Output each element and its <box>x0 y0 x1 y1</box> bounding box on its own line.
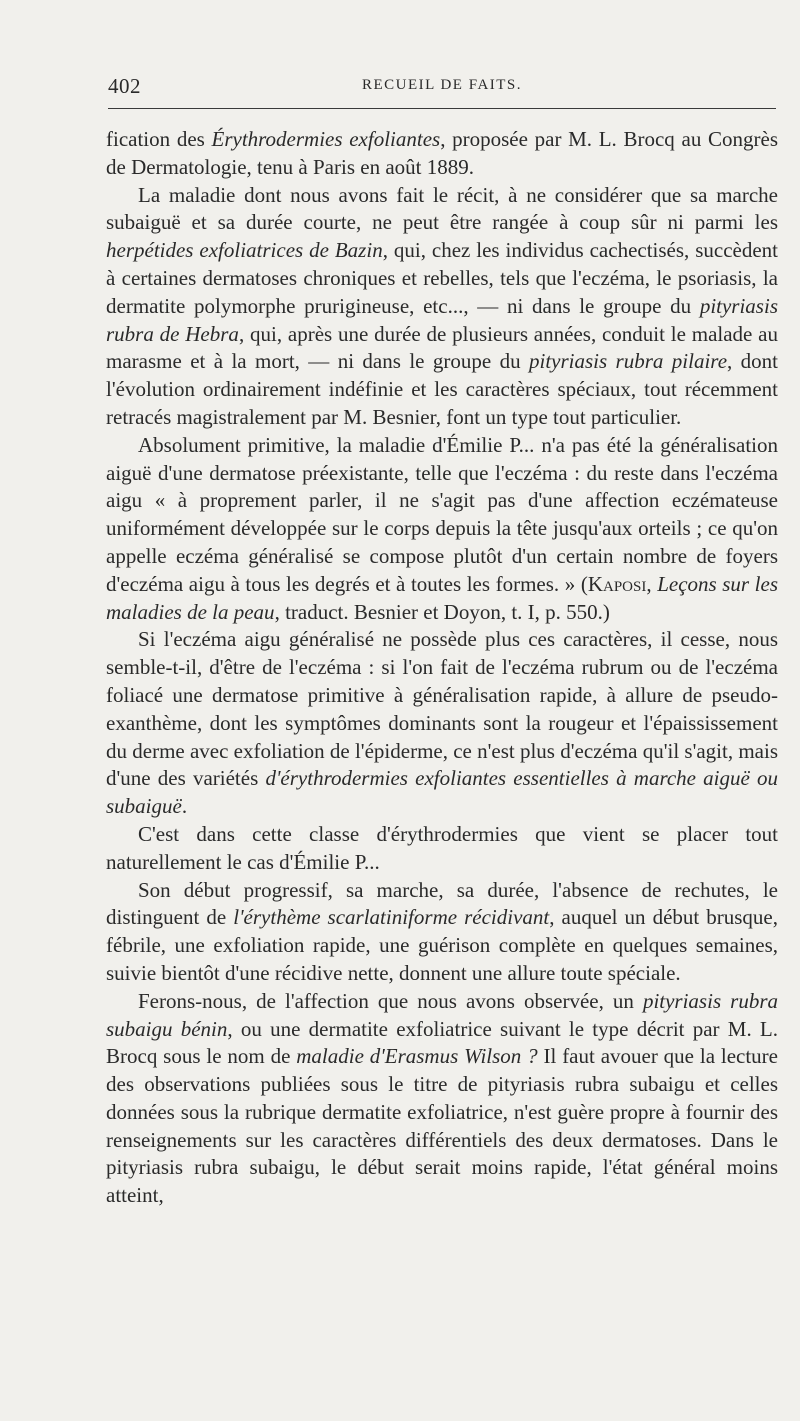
paragraph <box>106 626 778 821</box>
running-title: RECUEIL DE FAITS. <box>361 77 523 93</box>
italic-span: l'érythème scarlatiniforme récidivant <box>233 905 550 930</box>
text-span: , dont l'évolution ordinairement indéfinie et les caractères spéciaux, tout récemment retracés magistralement par M. Besnier, font un type tout particulier. <box>106 349 778 429</box>
text-span: , <box>646 571 658 596</box>
text-span: . <box>181 794 188 819</box>
italic-span: herpétides exfoliatrices de Bazin <box>106 238 383 263</box>
page-number: 402 <box>108 74 141 98</box>
italic-span: maladie d'Erasmus Wilson ? <box>296 1044 538 1069</box>
paragraph <box>106 988 778 1210</box>
text-span: Ferons-nous, de l'affection que nous avons observée, un <box>138 988 643 1013</box>
text-span: , ou une dermatite exfoliatrice suivant le type décrit par M. L. Brocq sous le nom de <box>106 1016 779 1069</box>
italic-span: pityriasis rubra subaigu bénin <box>106 988 778 1041</box>
text-span: Il faut avouer que la lecture des observations publiées sous le titre de pityriasis rubra subaigu et celles données sous la rubrique dermatite exfoliatrice, n'est guère propre à fournir des renseignements sur les caractères différentiels des deux dermatoses. Dans le pityriasis rubra subaigu, le début serait moins rapide, l'état général moins atteint, <box>106 1044 778 1208</box>
paragraph <box>106 877 778 988</box>
text-span: , proposée par M. L. Brocq au Congrès de Dermatologie, tenu à Paris en août 1889. <box>106 127 778 179</box>
text-span: , qui, chez les individus cachectisés, succèdent à certaines dermatoses chroniques et rebelles, tels que l'eczéma, le psoriasis, la dermatite polymorphe prurigineuse, etc..., — ni dans le groupe du <box>106 238 779 318</box>
text-span: Absolument primitive, la maladie d'Émilie P... n'a pas été la généralisation aiguë d'une dermatose préexistante, telle que l'eczéma : du reste dans l'eczéma aigu « à proprement parler, il ne s'agit pas d'une affection eczémateuse uniformément développée sur le corps depuis la tête jusqu'aux orteils ; ce qu'on appelle eczéma généralisé se compose plutôt d'un certain nombre de foyers d'eczéma aigu à tous les degrés et à toutes les formes. » ( <box>106 432 778 596</box>
italic-span: pityriasis rubra de Hebra <box>106 293 778 346</box>
text-span: Son début progressif, sa marche, sa durée, l'absence de rechutes, le distinguent de <box>106 877 778 930</box>
body-text <box>106 126 778 1210</box>
text-span: Si l'eczéma aigu généralisé ne possède plus ces caractères, il cesse, nous semble-t-il, d'être de l'eczéma : si l'on fait de l'eczéma rubrum ou de l'eczéma foliacé une dermatose primitive à généralisation rapide, à allure de pseudo-exanthème, dont les symptômes dominants sont la rougeur et l'épaississement du derme avec exfoliation de l'épiderme, ce n'est plus d'eczéma qu'il s'agit, mais d'une des variétés <box>106 627 779 791</box>
paragraph <box>106 432 778 627</box>
text-span: , qui, après une durée de plusieurs années, conduit le malade au marasme et à la mort, — ni dans le groupe du <box>106 321 778 374</box>
text-span: La maladie dont nous avons fait le récit, à ne considérer que sa marche subaiguë et sa durée courte, ne peut être rangée à coup sûr ni parmi les <box>106 182 778 235</box>
italic-span: Érythrodermies exfoliantes <box>211 127 441 151</box>
text-span: , auquel un début brusque, fébrile, une exfoliation rapide, une guérison complète en quelques semaines, suivie bientôt d'une récidive nette, donnent une allure toute spéciale. <box>106 905 779 985</box>
paragraph <box>106 126 778 182</box>
text-span: C'est dans cette classe d'érythrodermies que vient se placer tout naturellement le cas d'Émilie P... <box>106 821 778 874</box>
author-name: Kaposi <box>587 571 647 596</box>
text-span: fication des <box>106 127 212 151</box>
italic-span: Leçons sur les maladies de la peau <box>106 571 779 624</box>
paragraph <box>106 182 778 432</box>
header-rule <box>108 108 776 109</box>
paragraph <box>106 821 778 877</box>
text-span: , traduct. Besnier et Doyon, t. I, p. 550.) <box>274 599 610 624</box>
italic-span: pityriasis rubra pilaire <box>528 349 728 374</box>
page-header <box>108 68 776 102</box>
italic-span: d'érythrodermies exfoliantes essentielles à marche aiguë ou subaiguë <box>106 766 778 819</box>
